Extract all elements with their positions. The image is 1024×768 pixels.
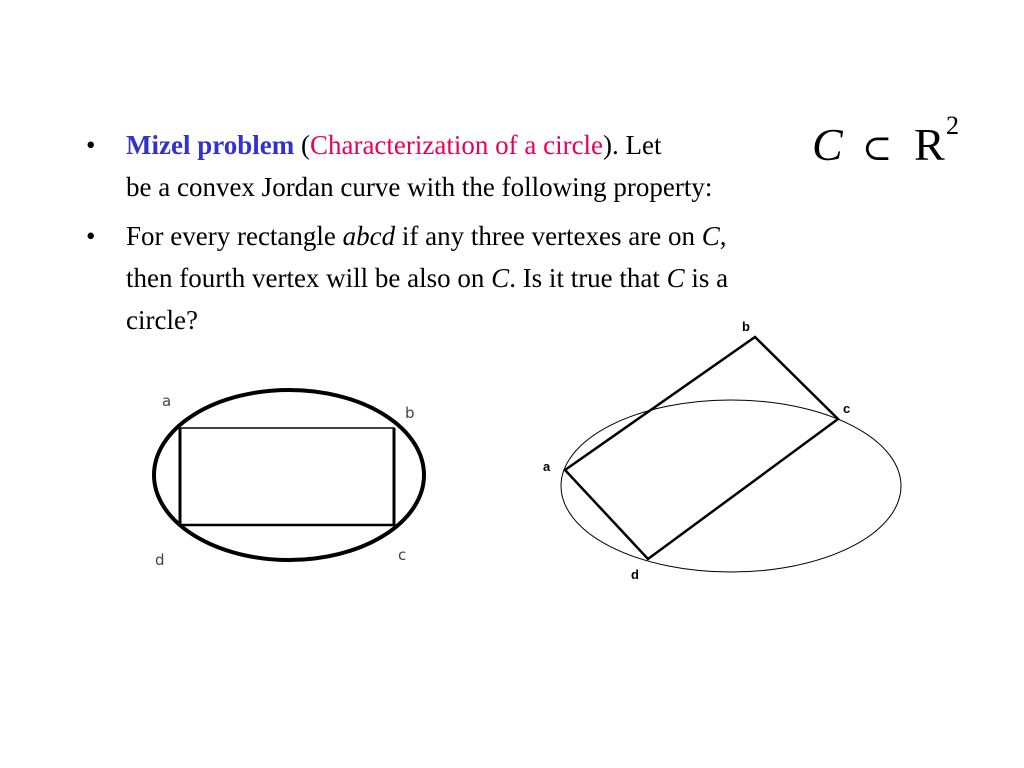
left-label-d: d [155, 551, 165, 569]
curve-symbol: C [701, 221, 720, 251]
figure-right [543, 319, 901, 582]
bullet-symbol: • [86, 221, 96, 251]
left-label-b: b [405, 404, 415, 422]
let-text: ). Let [603, 130, 662, 160]
formula-space: R [914, 119, 945, 170]
right-label-d: d [631, 567, 639, 582]
left-rectangle [180, 428, 394, 525]
right-ellipse [561, 400, 901, 572]
right-label-c: c [843, 401, 851, 416]
left-ellipse [154, 390, 424, 560]
formula-subset-symbol: ⊂ [862, 128, 893, 168]
curve-symbol: C [666, 263, 685, 293]
bullet-1-line-2: be a convex Jordan curve with the following property: [126, 172, 713, 202]
right-label-a: a [543, 459, 551, 474]
problem-name: Mizel problem [126, 130, 295, 160]
problem-subtitle: Characterization of a circle [309, 130, 604, 160]
formula-curve: C [812, 119, 843, 170]
text-run: , [719, 221, 727, 251]
text-run: For every rectangle [126, 221, 343, 251]
left-label-a: a [162, 392, 172, 410]
figure-left [154, 390, 424, 569]
text-run: if any three vertexes are on [395, 221, 702, 251]
rectangle-name: abcd [342, 221, 396, 251]
text-run: is a [684, 263, 729, 293]
formula-exponent: 2 [946, 111, 959, 140]
right-label-b: b [742, 319, 750, 334]
curve-symbol: C [491, 263, 510, 293]
bullet-2-line-3: circle? [126, 305, 198, 335]
text-run: then fourth vertex will be also on [126, 263, 492, 293]
open-paren: ( [294, 130, 310, 160]
left-label-c: c [398, 546, 407, 564]
bullet-symbol: • [86, 130, 96, 160]
right-rectangle [565, 337, 838, 559]
text-run: . Is it true that [509, 263, 667, 293]
